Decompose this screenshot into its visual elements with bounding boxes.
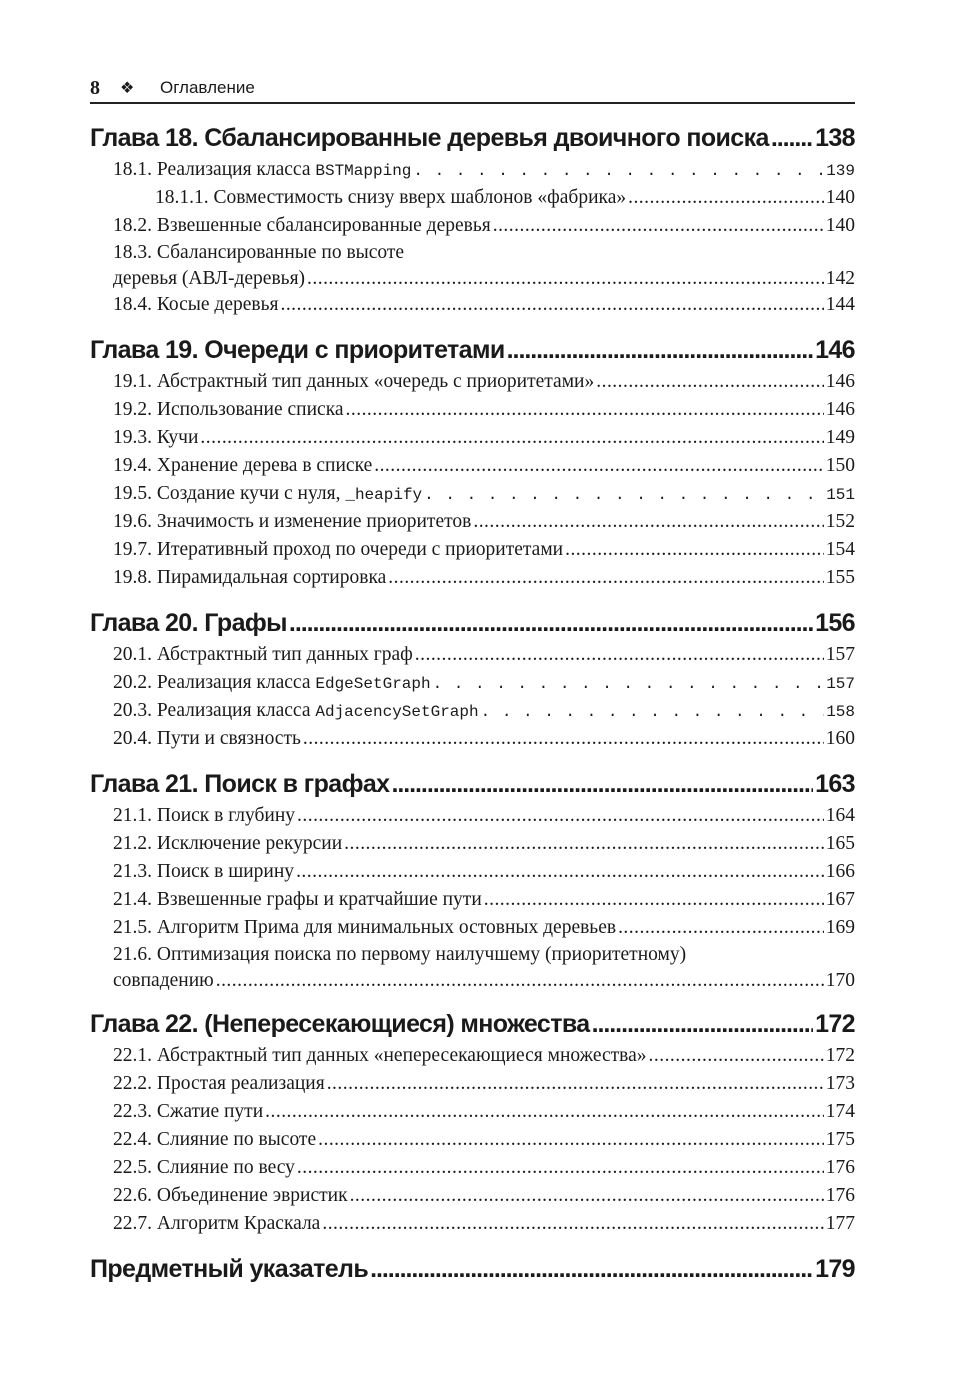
entry-code: _heapify — [345, 486, 423, 504]
entry-title: 21.5. Алгоритм Прима для минимальных остовных деревьев — [113, 917, 617, 938]
entry-title: 19.4. Хранение дерева в списке — [113, 455, 373, 476]
entry-page: 177 — [825, 1213, 855, 1234]
chapter-heading[interactable] — [90, 332, 855, 368]
dot-leader — [346, 396, 824, 424]
dot-leader — [297, 802, 824, 830]
dot-leader — [649, 1042, 824, 1070]
entry-page: 151 — [826, 486, 855, 504]
entry-page: 142 — [825, 268, 855, 289]
entry-page: 155 — [825, 567, 855, 588]
dot-leader — [433, 669, 825, 698]
entry-title — [113, 669, 431, 698]
entry-code: BSTMapping — [315, 162, 412, 180]
toc-entry[interactable] — [90, 156, 855, 184]
dot-leader — [344, 830, 824, 858]
dot-leader — [424, 480, 824, 509]
running-title: Оглавление — [160, 78, 255, 97]
entry-page: 166 — [825, 861, 855, 882]
entry-page: 174 — [825, 1101, 855, 1122]
entry-page: 138 — [815, 124, 855, 152]
entry-title: Глава 21. Поиск в графах — [90, 770, 390, 798]
entry-page: 140 — [825, 187, 855, 208]
entry-page: 163 — [815, 770, 855, 798]
dot-leader — [289, 605, 813, 641]
dot-leader — [391, 766, 813, 802]
dot-leader — [200, 424, 823, 452]
entry-continuation[interactable] — [113, 968, 855, 993]
entry-page: 164 — [825, 805, 855, 826]
entry-page: 173 — [825, 1073, 855, 1094]
entry-title-text: 20.3. Реализация класса — [113, 700, 316, 721]
entry-title: 21.3. Поиск в ширину — [113, 861, 295, 882]
entry-page: 146 — [825, 371, 855, 392]
entry-title: 22.5. Слияние по весу — [113, 1157, 295, 1178]
entry-title: 19.2. Использование списка — [113, 399, 344, 420]
chapter-heading[interactable] — [90, 1006, 855, 1042]
entry-title: 19.6. Значимость и изменение приоритетов — [113, 511, 472, 532]
chapter-heading[interactable] — [90, 605, 855, 641]
entry-title: 22.7. Алгоритм Краскала — [113, 1213, 321, 1234]
ornament-icon: ❖ — [120, 80, 135, 97]
toc-entry[interactable] — [90, 802, 855, 830]
entry-continuation[interactable] — [113, 266, 855, 291]
entry-title — [113, 156, 411, 185]
toc-entry[interactable] — [90, 212, 855, 240]
table-of-contents — [90, 120, 855, 1287]
page-number: 8 — [90, 76, 100, 99]
entry-page: 172 — [815, 1010, 855, 1038]
entry-code: EdgeSetGraph — [315, 675, 431, 693]
entry-page: 167 — [825, 889, 855, 910]
entry-title: 21.2. Исключение рекурсии — [113, 833, 343, 854]
entry-title-text: 19.5. Создание кучи с нуля, — [113, 483, 346, 504]
dot-leader — [415, 641, 824, 669]
chapter-heading[interactable] — [90, 766, 855, 802]
toc-entry[interactable] — [90, 291, 855, 319]
dot-leader — [628, 184, 824, 212]
entry-title: 19.8. Пирамидальная сортировка — [113, 567, 387, 588]
toc-entry[interactable] — [90, 914, 855, 942]
entry-page: 156 — [815, 609, 855, 637]
dot-leader — [618, 914, 824, 942]
toc-entry[interactable] — [90, 508, 855, 536]
entry-title: совпадению — [113, 970, 214, 991]
entry-page: 176 — [825, 1157, 855, 1178]
entry-title: 18.1.1. Совместимость снизу вверх шаблонов «фабрика» — [155, 187, 627, 208]
entry-page: 146 — [825, 399, 855, 420]
entry-page: 144 — [825, 294, 855, 315]
entry-title-text: 18.1. Реализация класса — [113, 159, 316, 180]
entry-page: 169 — [825, 917, 855, 938]
dot-leader — [297, 1154, 824, 1182]
dot-leader — [493, 212, 824, 240]
dot-leader — [565, 536, 824, 564]
entry-page: 175 — [825, 1129, 855, 1150]
entry-page: 150 — [825, 455, 855, 476]
entry-title: 21.6. Оптимизация поиска по первому наилучшему (приоритетному) — [113, 944, 687, 965]
toc-entry[interactable] — [90, 536, 855, 564]
dot-leader — [280, 291, 823, 319]
entry-title: деревья (АВЛ-деревья) — [113, 268, 306, 289]
entry-title: 22.4. Слияние по высоте — [113, 1129, 317, 1150]
dot-leader — [473, 508, 823, 536]
toc-entry[interactable] — [90, 368, 855, 396]
entry-title: Глава 19. Очереди с приоритетами — [90, 336, 505, 364]
dot-leader — [370, 1251, 813, 1287]
toc-entry[interactable] — [90, 641, 855, 669]
entry-title: Глава 18. Сбалансированные деревья двоичного поиска — [90, 124, 769, 152]
toc-entry-wrapped[interactable] — [90, 942, 855, 993]
dot-leader — [481, 697, 825, 726]
toc-entry[interactable] — [90, 886, 855, 914]
entry-title: 19.7. Итеративный проход по очереди с приоритетами — [113, 539, 564, 560]
dot-leader — [216, 968, 824, 993]
dot-leader — [592, 1006, 813, 1042]
dot-leader — [265, 1098, 824, 1126]
toc-entry[interactable] — [90, 1042, 855, 1070]
entry-page: 140 — [825, 215, 855, 236]
entry-title: 20.1. Абстрактный тип данных граф — [113, 644, 413, 665]
toc-entry[interactable] — [90, 564, 855, 592]
toc-entry[interactable] — [90, 1126, 855, 1154]
dot-leader — [318, 1126, 824, 1154]
toc-entry[interactable] — [90, 480, 855, 508]
dot-leader — [507, 332, 813, 368]
toc-entry[interactable] — [90, 1210, 855, 1238]
dot-leader — [296, 858, 824, 886]
toc-entry[interactable] — [90, 184, 855, 212]
entry-title: Глава 20. Графы — [90, 609, 287, 637]
entry-page: 179 — [815, 1255, 855, 1283]
toc-entry-wrapped[interactable] — [90, 240, 855, 291]
entry-title: 20.4. Пути и связность — [113, 728, 301, 749]
entry-title: Предметный указатель — [90, 1255, 369, 1283]
dot-leader — [322, 1210, 823, 1238]
dot-leader — [303, 725, 824, 753]
toc-entry[interactable] — [90, 452, 855, 480]
entry-title-text: 20.2. Реализация класса — [113, 672, 316, 693]
entry-page: 146 — [815, 336, 855, 364]
entry-page: 170 — [825, 970, 855, 991]
dot-leader — [388, 564, 823, 592]
running-header — [90, 74, 855, 102]
entry-title: 18.2. Взвешенные сбалансированные деревья — [113, 215, 491, 236]
header-rule — [90, 102, 855, 104]
toc-entry[interactable] — [90, 858, 855, 886]
toc-entry[interactable] — [90, 1098, 855, 1126]
toc-entry[interactable] — [90, 396, 855, 424]
dot-leader — [374, 452, 824, 480]
toc-entry[interactable] — [90, 1070, 855, 1098]
chapter-heading[interactable] — [90, 120, 855, 156]
dot-leader — [596, 368, 824, 396]
entry-title: 18.4. Косые деревья — [113, 294, 279, 315]
dot-leader — [327, 1070, 824, 1098]
entry-page: 139 — [826, 162, 855, 180]
entry-page: 152 — [825, 511, 855, 532]
dot-leader — [484, 886, 824, 914]
entry-page: 176 — [825, 1185, 855, 1206]
entry-page: 157 — [826, 675, 855, 693]
entry-title: 22.1. Абстрактный тип данных «непересекающиеся множества» — [113, 1045, 647, 1066]
entry-page: 149 — [825, 427, 855, 448]
entry-title: Глава 22. (Непересекающиеся) множества — [90, 1010, 590, 1038]
entry-title: 21.1. Поиск в глубину — [113, 805, 296, 826]
dot-leader — [350, 1182, 824, 1210]
entry-title: 22.2. Простая реализация — [113, 1073, 325, 1094]
dot-leader — [307, 266, 824, 291]
entry-page: 160 — [825, 728, 855, 749]
entry-title — [113, 697, 479, 726]
dot-leader — [413, 156, 824, 185]
toc-entry[interactable] — [90, 830, 855, 858]
entry-page: 172 — [825, 1045, 855, 1066]
entry-page: 157 — [825, 644, 855, 665]
entry-title: 22.3. Сжатие пути — [113, 1101, 264, 1122]
entry-page: 158 — [826, 703, 855, 721]
entry-title — [113, 480, 422, 509]
toc-entry[interactable] — [90, 1154, 855, 1182]
entry-title: 22.6. Объединение эвристик — [113, 1185, 348, 1206]
toc-entry[interactable] — [90, 669, 855, 697]
toc-entry[interactable] — [90, 697, 855, 725]
toc-entry[interactable] — [90, 725, 855, 753]
entry-page: 154 — [825, 539, 855, 560]
entry-title: 18.3. Сбалансированные по высоте — [113, 242, 405, 263]
entry-title: 19.3. Кучи — [113, 427, 199, 448]
entry-page: 165 — [825, 833, 855, 854]
entry-title: 19.1. Абстрактный тип данных «очередь с приоритетами» — [113, 371, 595, 392]
entry-code: AdjacencySetGraph — [315, 703, 479, 721]
toc-entry[interactable] — [90, 424, 855, 452]
dot-leader — [771, 120, 813, 156]
index-heading[interactable] — [90, 1251, 855, 1287]
entry-title: 21.4. Взвешенные графы и кратчайшие пути — [113, 889, 482, 910]
toc-entry[interactable] — [90, 1182, 855, 1210]
